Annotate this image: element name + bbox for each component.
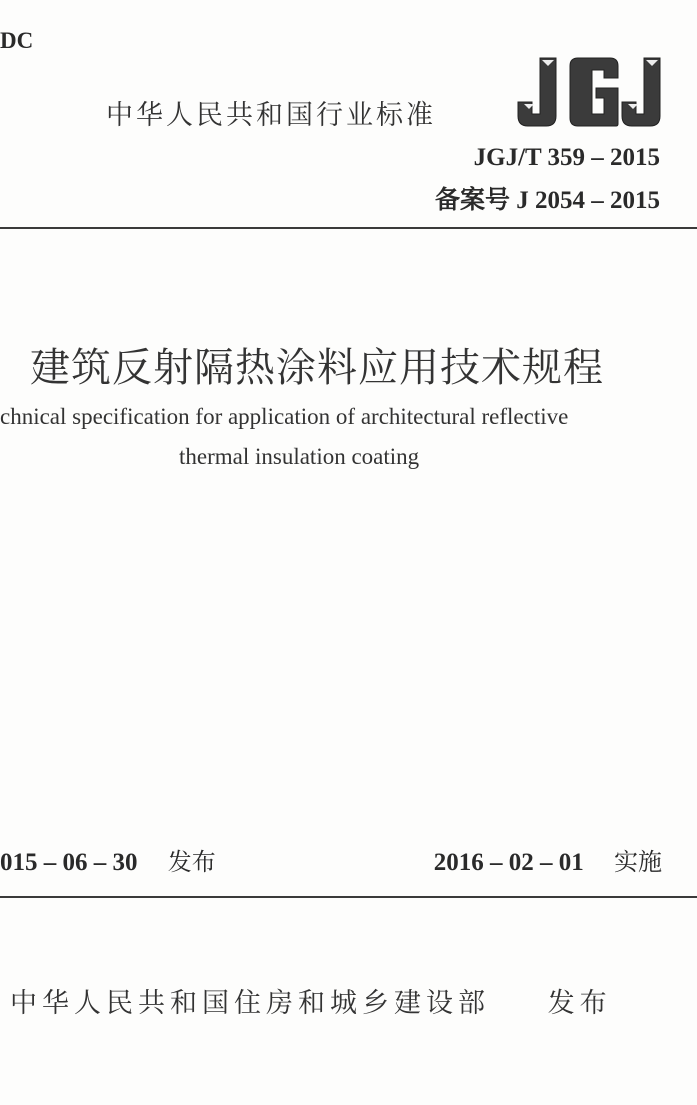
chinese-title: 建筑反射隔热涂料应用技术规程 <box>30 345 604 390</box>
effective-date-row <box>434 842 662 877</box>
issuer: 中华人民共和国住房和城乡建设部 <box>10 988 490 1019</box>
issue-label: 发布 <box>167 848 216 876</box>
jgj-logo <box>516 56 664 128</box>
english-title-line2: thermal insulation coating <box>179 444 420 469</box>
issuer-row <box>10 981 612 1020</box>
issue-date: 015 – 06 – 30 <box>0 849 138 876</box>
issue-date-row <box>0 842 216 877</box>
standard-number: JGJ/T 359 – 2015 <box>473 144 660 171</box>
effective-label: 实施 <box>614 848 662 876</box>
udc-label: DC <box>0 28 34 53</box>
record-number: 备案号 J 2054 – 2015 <box>434 187 660 214</box>
bottom-divider <box>0 896 697 898</box>
issuer-label: 发布 <box>547 988 612 1019</box>
top-divider <box>0 227 697 229</box>
effective-date: 2016 – 02 – 01 <box>433 849 584 876</box>
english-title-line1: chnical specification for application of architectural reflective <box>0 404 569 429</box>
standard-category: 中华人民共和国行业标准 <box>106 100 436 131</box>
